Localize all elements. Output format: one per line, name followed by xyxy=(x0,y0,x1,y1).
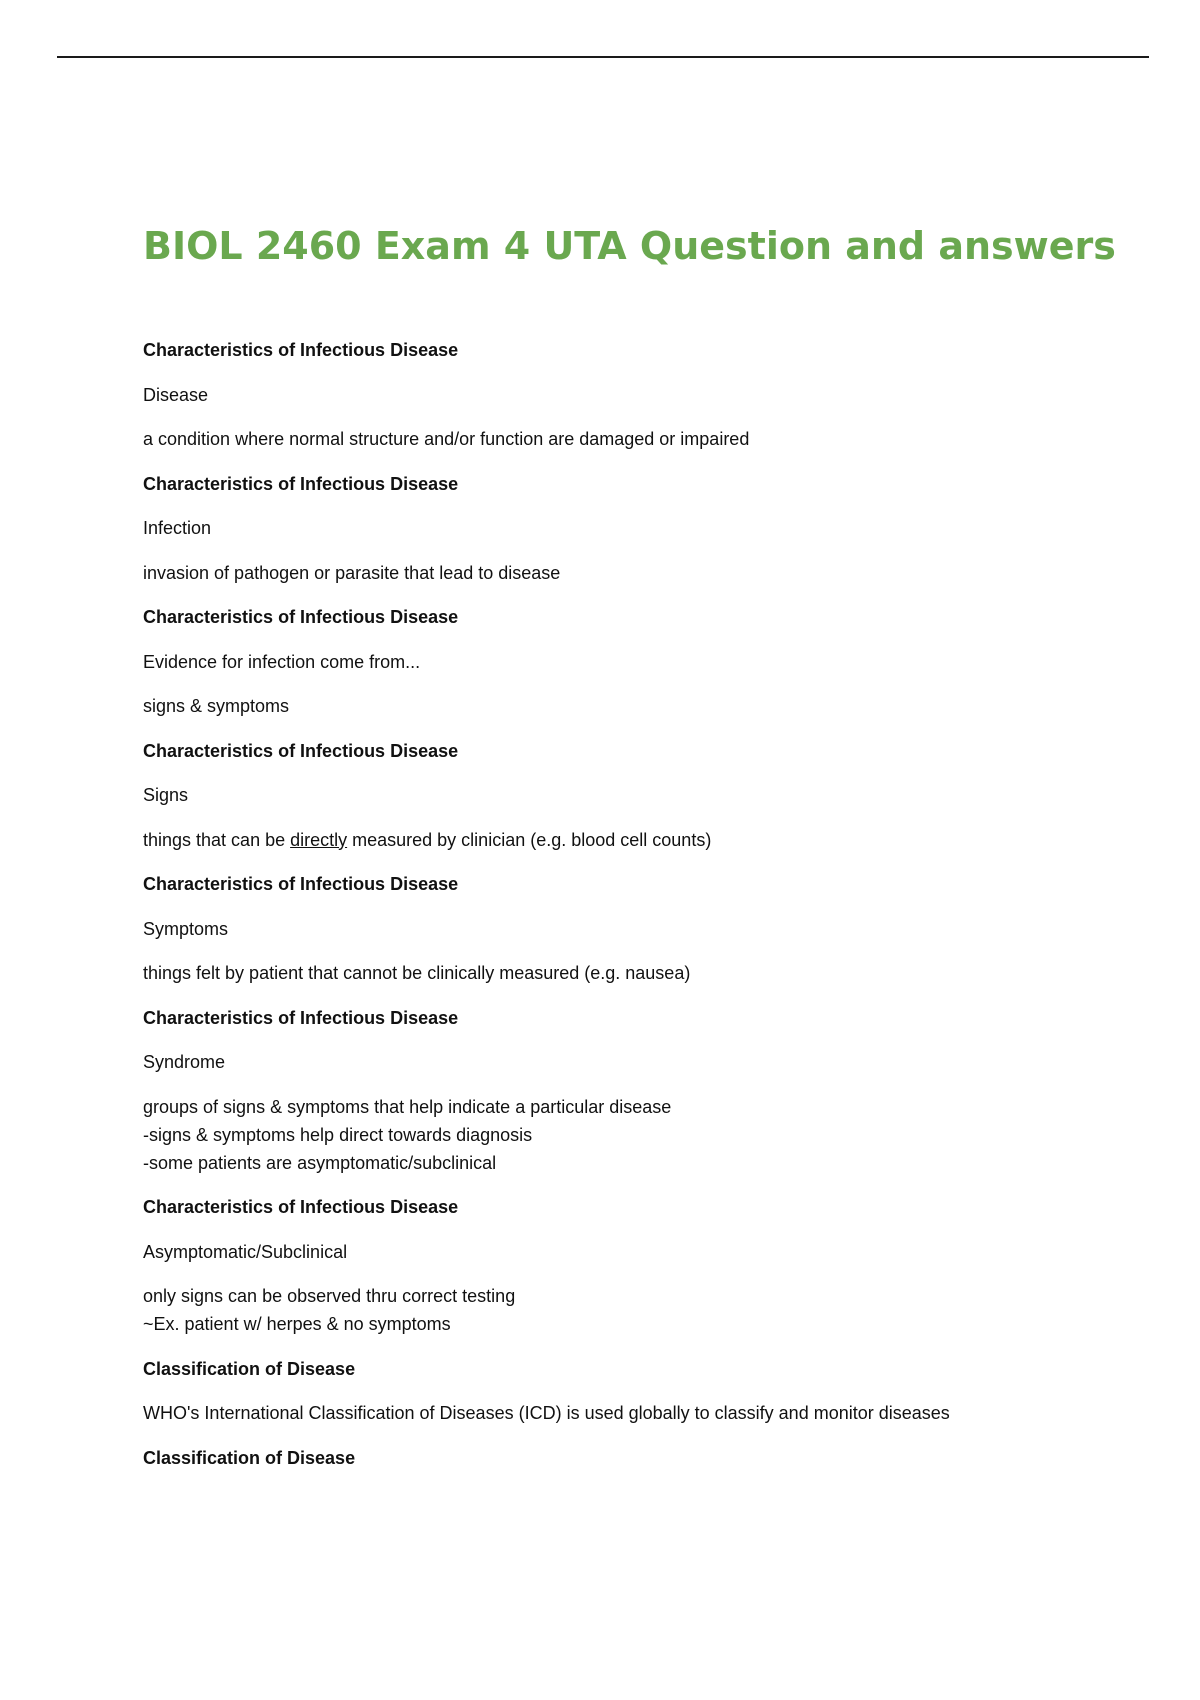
entry-term: Syndrome xyxy=(143,1052,226,1072)
underlined-word: directly xyxy=(290,829,348,850)
entry-definition: only signs can be observed thru correct testing xyxy=(143,1286,516,1306)
entry-definition: ~Ex. patient w/ herpes & no symptoms xyxy=(143,1314,451,1334)
definition-text: things that can be xyxy=(143,829,291,850)
entry-heading: Characteristics of Infectious Disease xyxy=(143,740,459,761)
entry-heading: Characteristics of Infectious Disease xyxy=(143,340,459,360)
entry-definition: groups of signs & symptoms that help indicate a particular disease xyxy=(143,1096,672,1117)
entry-definition: -some patients are asymptomatic/subclinical xyxy=(143,1152,497,1173)
entry-term: Evidence for infection come from... xyxy=(143,651,421,672)
entry-term: Infection xyxy=(143,518,212,538)
entry-term: WHO's International Classification of Diseases (ICD) is used globally to classify and monitor diseases xyxy=(143,1403,950,1423)
document-title: BIOL 2460 Exam 4 UTA Question and answers xyxy=(143,224,1116,268)
entry-heading: Classification of Disease xyxy=(143,1358,356,1379)
entry-definition: things felt by patient that cannot be clinically measured (e.g. nausea) xyxy=(143,963,691,983)
entry-term: Signs xyxy=(143,785,189,805)
entry-term: Asymptomatic/Subclinical xyxy=(143,1241,348,1262)
entry-definition: -signs & symptoms help direct towards diagnosis xyxy=(143,1124,533,1145)
definition-text: measured by clinician (e.g. blood cell counts) xyxy=(347,829,712,850)
entry-heading: Characteristics of Infectious Disease xyxy=(143,473,459,494)
entry-heading: Characteristics of Infectious Disease xyxy=(143,1007,459,1028)
entry-definition: signs & symptoms xyxy=(143,696,290,716)
top-rule xyxy=(57,56,1149,58)
entry-term: Disease xyxy=(143,384,209,405)
entry-heading: Characteristics of Infectious Disease xyxy=(143,607,459,627)
entry-heading: Classification of Disease xyxy=(143,1447,356,1468)
entry-term: Symptoms xyxy=(143,918,229,939)
entry-heading: Characteristics of Infectious Disease xyxy=(143,1197,459,1217)
entry-definition: invasion of pathogen or parasite that lead to disease xyxy=(143,562,561,583)
entry-definition xyxy=(143,826,1143,854)
entry-heading: Characteristics of Infectious Disease xyxy=(143,874,459,894)
entry-definition: a condition where normal structure and/or function are damaged or impaired xyxy=(143,429,750,449)
flashcard-list xyxy=(143,336,1143,1472)
